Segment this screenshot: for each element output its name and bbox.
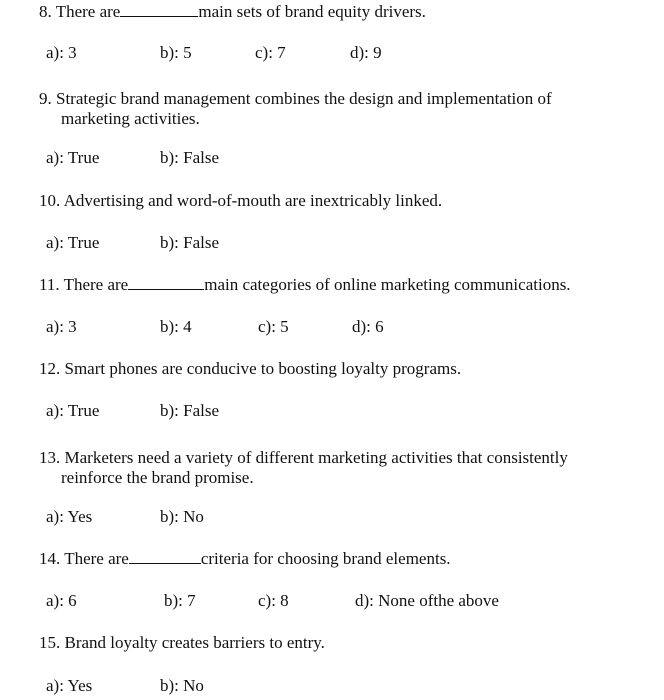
question-text: Strategic brand management combines the design and implementation of — [56, 89, 552, 108]
answer-blank — [128, 275, 204, 290]
question-text-after: main sets of brand equity drivers. — [198, 2, 426, 21]
question-text-before: There are — [55, 2, 121, 21]
question-12 — [39, 359, 639, 379]
answer-blank — [120, 2, 198, 17]
question-text: Brand loyalty creates barriers to entry. — [64, 633, 325, 652]
option-d: d): 9 — [350, 43, 382, 62]
option-a: a): 3 — [46, 317, 77, 336]
question-number: 9. — [39, 89, 52, 108]
option-b: b): False — [160, 148, 220, 167]
option-b: b): False — [160, 401, 220, 420]
question-number: 14. — [39, 549, 61, 568]
option-a: a): True — [46, 401, 100, 420]
option-c: c): 5 — [258, 317, 289, 336]
question-9 — [39, 89, 639, 129]
question-text: Advertising and word-of-mouth are inextricably linked. — [63, 191, 443, 210]
question-text: Smart phones are conducive to boosting loyalty programs. — [64, 359, 462, 378]
question-number: 15. — [39, 633, 61, 652]
question-13 — [39, 448, 639, 488]
option-c: c): 8 — [258, 591, 289, 610]
question-text-after: main categories of online marketing communications. — [204, 275, 571, 294]
question-text: Marketers need a variety of different marketing activities that consistently — [64, 448, 568, 467]
option-b: b): No — [160, 676, 204, 695]
option-a: a): True — [46, 233, 100, 252]
option-a: a): 3 — [46, 43, 77, 62]
question-text-before: There are — [64, 549, 129, 568]
option-b: b): No — [160, 507, 204, 526]
option-a: a): True — [46, 148, 100, 167]
question-11 — [39, 275, 639, 295]
answer-blank — [129, 549, 201, 564]
option-b: b): 5 — [160, 43, 192, 62]
option-a: a): 6 — [46, 591, 77, 610]
question-10 — [39, 191, 639, 211]
question-8 — [39, 2, 639, 22]
option-b: b): False — [160, 233, 220, 252]
option-d: d): 6 — [352, 317, 384, 336]
question-number: 13. — [39, 448, 61, 467]
option-b: b): 4 — [160, 317, 192, 336]
option-a: a): Yes — [46, 507, 93, 526]
question-15 — [39, 633, 639, 653]
option-a: a): Yes — [46, 676, 93, 695]
question-14 — [39, 549, 639, 569]
option-d: d): None ofthe above — [355, 591, 499, 610]
question-text-after: criteria for choosing brand elements. — [200, 549, 451, 568]
question-number: 12. — [39, 359, 61, 378]
question-number: 8. — [39, 2, 52, 21]
option-b: b): 7 — [164, 591, 196, 610]
question-text-continued: reinforce the brand promise. — [61, 468, 254, 487]
option-c: c): 7 — [255, 43, 286, 62]
question-number: 11. — [39, 275, 60, 294]
question-text-continued: marketing activities. — [61, 109, 200, 128]
question-text-before: There are — [63, 275, 129, 294]
question-number: 10. — [39, 191, 61, 210]
